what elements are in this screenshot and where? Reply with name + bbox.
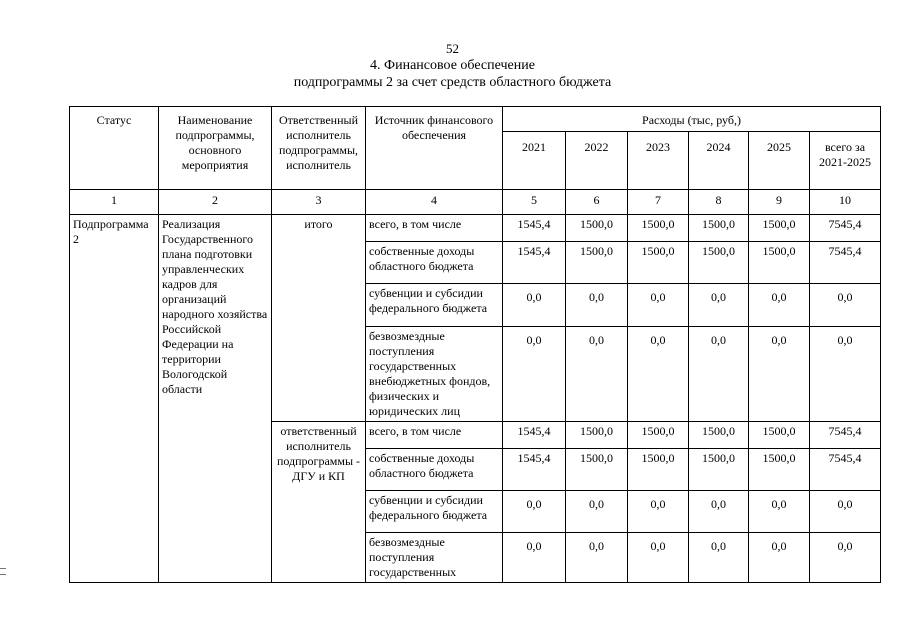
scan-edge-mark — [0, 574, 6, 575]
header-name: Наименование подпрограммы, основного мероприятия — [159, 107, 272, 190]
value-cell: 1545,4 — [503, 449, 566, 491]
value-cell: 1545,4 — [503, 242, 566, 284]
value-cell: 0,0 — [810, 533, 881, 583]
index-cell: 1 — [70, 190, 159, 215]
value-cell: 0,0 — [810, 284, 881, 327]
page-number: 52 — [446, 41, 459, 56]
header-total: всего за 2021-2025 — [810, 132, 881, 190]
value-cell: 0,0 — [628, 491, 689, 533]
header-year-2022: 2022 — [566, 132, 628, 190]
header-year-2023: 2023 — [628, 132, 689, 190]
index-cell: 10 — [810, 190, 881, 215]
value-cell: 1500,0 — [628, 422, 689, 449]
source-cell: субвенции и субсидии федерального бюджета — [366, 284, 503, 327]
index-cell: 7 — [628, 190, 689, 215]
value-cell: 1500,0 — [749, 242, 810, 284]
index-cell: 6 — [566, 190, 628, 215]
value-cell: 1500,0 — [566, 449, 628, 491]
status-cell: Подпрограмма 2 — [70, 215, 159, 583]
value-cell: 1500,0 — [628, 449, 689, 491]
header-year-2024: 2024 — [689, 132, 749, 190]
value-cell: 0,0 — [503, 491, 566, 533]
source-cell: всего, в том числе — [366, 422, 503, 449]
index-cell: 5 — [503, 190, 566, 215]
value-cell: 1500,0 — [689, 215, 749, 242]
title-line-2: подпрограммы 2 за счет средств областного бюджета — [293, 75, 612, 90]
value-cell: 1500,0 — [566, 422, 628, 449]
page-title — [0, 57, 905, 91]
value-cell: 0,0 — [503, 327, 566, 422]
index-row — [70, 190, 881, 215]
table-row — [70, 215, 881, 242]
value-cell: 1500,0 — [689, 422, 749, 449]
source-cell: всего, в том числе — [366, 215, 503, 242]
value-cell: 1500,0 — [749, 215, 810, 242]
value-cell: 1500,0 — [566, 242, 628, 284]
value-cell: 1500,0 — [689, 242, 749, 284]
value-cell: 1500,0 — [749, 422, 810, 449]
value-cell: 0,0 — [566, 533, 628, 583]
executor-cell: ответственный исполнитель подпрограммы - ДГУ и КП — [272, 422, 366, 583]
value-cell: 0,0 — [566, 327, 628, 422]
title-line-1: 4. Финансовое обеспечение — [370, 58, 535, 73]
value-cell: 1500,0 — [628, 242, 689, 284]
value-cell: 0,0 — [566, 491, 628, 533]
value-cell: 1500,0 — [749, 449, 810, 491]
name-cell: Реализация Государственного плана подготовки управленческих кадров для организаций народного хозяйства Российской Федерации на территории Вологодской области — [159, 215, 272, 583]
header-source: Источник финансового обеспечения — [366, 107, 503, 190]
index-cell: 4 — [366, 190, 503, 215]
value-cell: 0,0 — [689, 533, 749, 583]
value-cell: 0,0 — [689, 284, 749, 327]
value-cell: 7545,4 — [810, 449, 881, 491]
value-cell: 0,0 — [749, 284, 810, 327]
value-cell: 7545,4 — [810, 215, 881, 242]
source-cell: безвозмездные поступления государственных — [366, 533, 503, 583]
value-cell: 0,0 — [810, 491, 881, 533]
scan-edge-mark — [0, 568, 6, 569]
value-cell: 7545,4 — [810, 422, 881, 449]
header-year-2021: 2021 — [503, 132, 566, 190]
value-cell: 0,0 — [628, 284, 689, 327]
value-cell: 0,0 — [749, 533, 810, 583]
header-executor: Ответственный исполнитель подпрограммы, исполнитель — [272, 107, 366, 190]
source-cell: собственные доходы областного бюджета — [366, 449, 503, 491]
source-cell: субвенции и субсидии федерального бюджета — [366, 491, 503, 533]
value-cell: 0,0 — [503, 284, 566, 327]
value-cell: 0,0 — [566, 284, 628, 327]
header-year-2025: 2025 — [749, 132, 810, 190]
index-cell: 9 — [749, 190, 810, 215]
value-cell: 0,0 — [749, 491, 810, 533]
source-cell: безвозмездные поступления государственных внебюджетных фондов, физических и юридических лиц — [366, 327, 503, 422]
value-cell: 1500,0 — [689, 449, 749, 491]
budget-table — [69, 106, 881, 583]
value-cell: 1500,0 — [628, 215, 689, 242]
index-cell: 2 — [159, 190, 272, 215]
executor-cell: итого — [272, 215, 366, 422]
value-cell: 1545,4 — [503, 215, 566, 242]
value-cell: 0,0 — [503, 533, 566, 583]
value-cell: 1545,4 — [503, 422, 566, 449]
value-cell: 7545,4 — [810, 242, 881, 284]
index-cell: 8 — [689, 190, 749, 215]
value-cell: 0,0 — [810, 327, 881, 422]
source-cell: собственные доходы областного бюджета — [366, 242, 503, 284]
value-cell: 0,0 — [628, 327, 689, 422]
header-status: Статус — [70, 107, 159, 190]
value-cell: 0,0 — [689, 327, 749, 422]
header-expenses: Расходы (тыс, руб,) — [503, 107, 881, 132]
index-cell: 3 — [272, 190, 366, 215]
value-cell: 0,0 — [689, 491, 749, 533]
value-cell: 0,0 — [628, 533, 689, 583]
value-cell: 1500,0 — [566, 215, 628, 242]
value-cell: 0,0 — [749, 327, 810, 422]
